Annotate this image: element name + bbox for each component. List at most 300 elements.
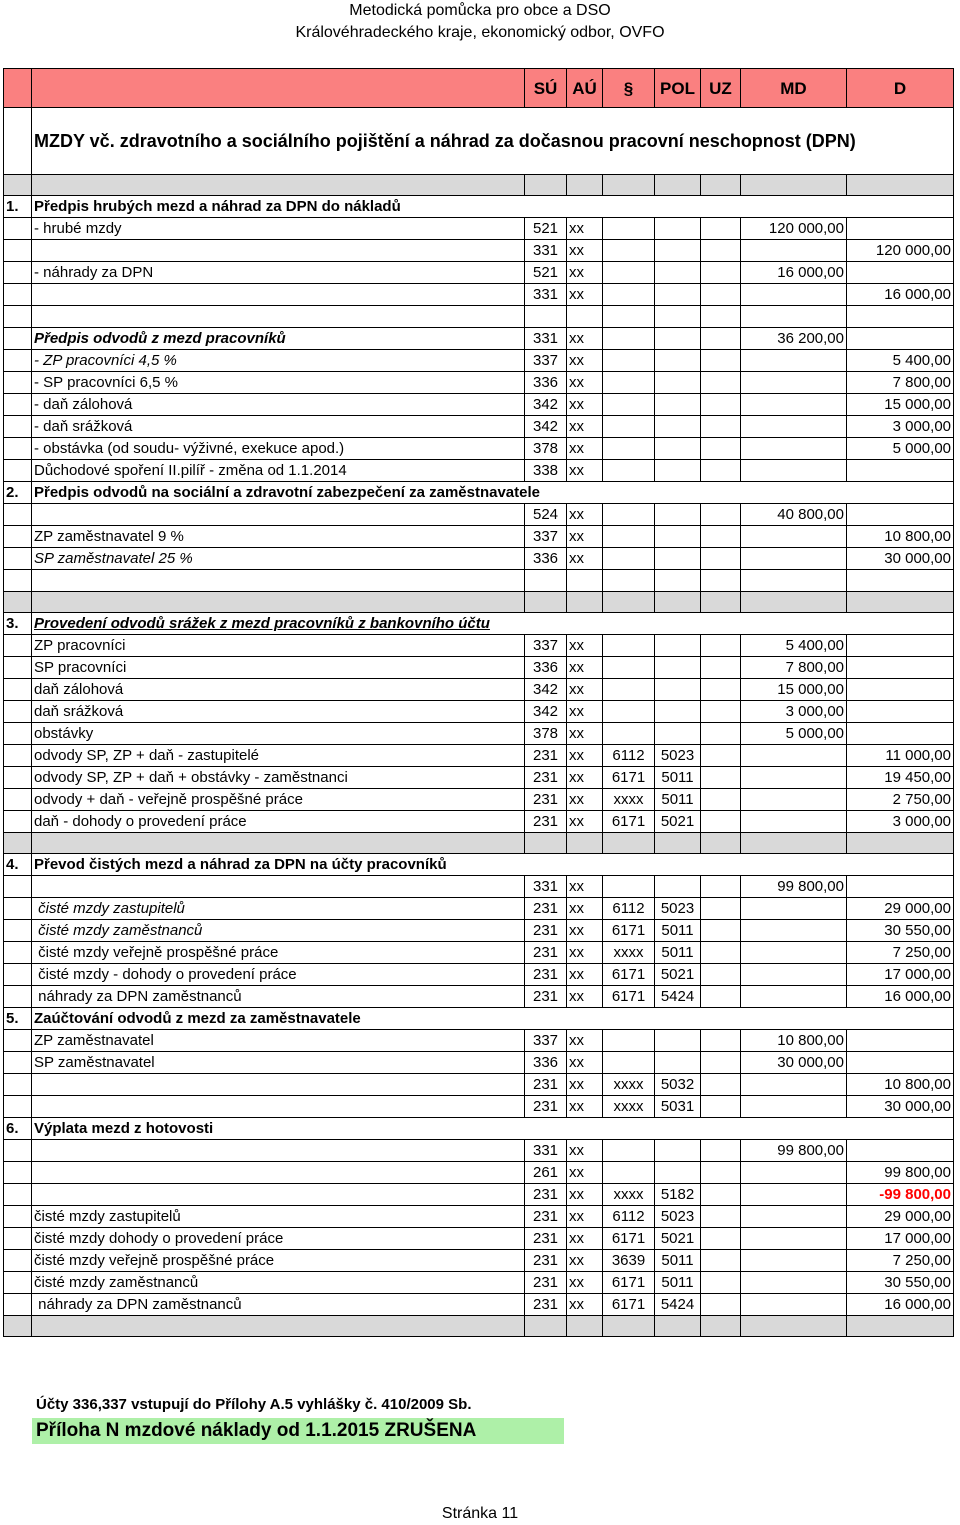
table-row <box>4 811 954 833</box>
cell-au: xx <box>567 526 603 548</box>
cell-uz <box>701 548 741 570</box>
cell-d: 3 000,00 <box>847 811 954 833</box>
cell-au: xx <box>567 920 603 942</box>
cell-au: xx <box>567 1140 603 1162</box>
table-row <box>4 1030 954 1052</box>
cell-d: 11 000,00 <box>847 745 954 767</box>
cell-d: 17 000,00 <box>847 964 954 986</box>
table-row <box>4 745 954 767</box>
cell-su: 231 <box>525 986 567 1008</box>
cell-pol <box>655 350 701 372</box>
row-label <box>32 1140 525 1162</box>
cell-pol <box>655 284 701 306</box>
section-number: 5. <box>4 1008 32 1030</box>
section-number <box>4 262 32 284</box>
cell-pol <box>655 1052 701 1074</box>
cell-uz <box>701 898 741 920</box>
section-number <box>4 1250 32 1272</box>
cell-pol <box>655 372 701 394</box>
section-number <box>4 964 32 986</box>
cell-au: xx <box>567 1096 603 1118</box>
separator-row <box>4 592 954 613</box>
row-label: - ZP pracovníci 4,5 % <box>32 350 525 372</box>
cell-md <box>741 964 847 986</box>
cell-d: 19 450,00 <box>847 767 954 789</box>
table-row <box>4 1272 954 1294</box>
table-row <box>4 372 954 394</box>
cell-uz <box>701 811 741 833</box>
cell-pol <box>655 504 701 526</box>
cell-su: 231 <box>525 811 567 833</box>
section-number <box>4 635 32 657</box>
row-label: Zaúčtování odvodů z mezd za zaměstnavatele <box>32 1008 954 1030</box>
section-number <box>4 701 32 723</box>
cell-md <box>741 548 847 570</box>
cell-d: 16 000,00 <box>847 986 954 1008</box>
section-number <box>4 1162 32 1184</box>
table-row <box>4 986 954 1008</box>
cell-uz <box>701 701 741 723</box>
row-label: SP zaměstnavatel 25 % <box>32 548 525 570</box>
cell-su: 331 <box>525 240 567 262</box>
section-number <box>4 789 32 811</box>
cell-uz <box>701 1228 741 1250</box>
cell-su: 378 <box>525 438 567 460</box>
cell-pol: 5011 <box>655 942 701 964</box>
table-row <box>4 1162 954 1184</box>
cell-uz <box>701 1272 741 1294</box>
cell-uz <box>701 306 741 328</box>
cell-uz <box>701 262 741 284</box>
cell-au: xx <box>567 1206 603 1228</box>
cell-su: 331 <box>525 876 567 898</box>
section-number <box>4 1184 32 1206</box>
cell-md: 10 800,00 <box>741 1030 847 1052</box>
section-number <box>4 372 32 394</box>
table-row <box>4 284 954 306</box>
cell-par: 6171 <box>603 1272 655 1294</box>
cell-su: 231 <box>525 1096 567 1118</box>
cell-par <box>603 306 655 328</box>
cell-d: -99 800,00 <box>847 1184 954 1206</box>
cell-su: 231 <box>525 789 567 811</box>
row-label <box>32 1162 525 1184</box>
cell-pol <box>655 548 701 570</box>
cell-par <box>603 372 655 394</box>
cell-par <box>603 1162 655 1184</box>
cell-par: xxxx <box>603 789 655 811</box>
table-row <box>4 1052 954 1074</box>
cell-d <box>847 657 954 679</box>
row-label <box>32 504 525 526</box>
cell-par: xxxx <box>603 942 655 964</box>
cell-uz <box>701 1162 741 1184</box>
cell-d <box>847 218 954 240</box>
section-number <box>4 1140 32 1162</box>
section-number <box>4 218 32 240</box>
cell-md <box>741 1250 847 1272</box>
cell-md <box>741 1228 847 1250</box>
cell-pol <box>655 876 701 898</box>
cell-d <box>847 460 954 482</box>
section-header-row <box>4 854 954 876</box>
cell-su: 337 <box>525 635 567 657</box>
cell-par: 6171 <box>603 811 655 833</box>
cell-su <box>525 570 567 592</box>
col-d: D <box>847 69 954 108</box>
cell-au: xx <box>567 767 603 789</box>
cell-md <box>741 460 847 482</box>
table-row <box>4 416 954 438</box>
cell-au: xx <box>567 350 603 372</box>
table-row <box>4 240 954 262</box>
cell-pol: 5023 <box>655 1206 701 1228</box>
cell-au: xx <box>567 1250 603 1272</box>
cell-md: 99 800,00 <box>741 1140 847 1162</box>
cell-su: 231 <box>525 920 567 942</box>
cell-pol: 5424 <box>655 986 701 1008</box>
cell-par <box>603 328 655 350</box>
cell-au: xx <box>567 876 603 898</box>
cell-au: xx <box>567 701 603 723</box>
title-row <box>4 108 954 175</box>
cell-pol <box>655 657 701 679</box>
cell-d <box>847 570 954 592</box>
section-number <box>4 1074 32 1096</box>
cell-au: xx <box>567 745 603 767</box>
section-number <box>4 898 32 920</box>
table-row <box>4 701 954 723</box>
cell-d <box>847 306 954 328</box>
cell-d: 16 000,00 <box>847 284 954 306</box>
cell-par <box>603 570 655 592</box>
section-number <box>4 438 32 460</box>
cell-su: 231 <box>525 964 567 986</box>
cell-su: 231 <box>525 1184 567 1206</box>
cell-pol <box>655 416 701 438</box>
row-label: - daň srážková <box>32 416 525 438</box>
cell-uz <box>701 723 741 745</box>
section-number <box>4 723 32 745</box>
row-label: daň - dohody o provedení práce <box>32 811 525 833</box>
cell-d: 30 000,00 <box>847 548 954 570</box>
cell-su: 231 <box>525 942 567 964</box>
row-label <box>32 1074 525 1096</box>
section-number <box>4 1294 32 1316</box>
cell-au: xx <box>567 635 603 657</box>
cell-md <box>741 350 847 372</box>
cell-uz <box>701 372 741 394</box>
table-row <box>4 526 954 548</box>
cell-uz <box>701 416 741 438</box>
cell-md: 5 000,00 <box>741 723 847 745</box>
cell-d: 15 000,00 <box>847 394 954 416</box>
cell-d <box>847 876 954 898</box>
cell-par: 6112 <box>603 1206 655 1228</box>
section-number <box>4 350 32 372</box>
cell-pol: 5011 <box>655 920 701 942</box>
row-label <box>32 1096 525 1118</box>
cell-md: 5 400,00 <box>741 635 847 657</box>
cell-pol: 5182 <box>655 1184 701 1206</box>
cell-au: xx <box>567 460 603 482</box>
cell-md <box>741 1206 847 1228</box>
cell-su: 231 <box>525 1074 567 1096</box>
cell-par: 6171 <box>603 1294 655 1316</box>
cell-pol <box>655 1030 701 1052</box>
cell-d <box>847 504 954 526</box>
cell-su: 342 <box>525 701 567 723</box>
cell-d: 7 800,00 <box>847 372 954 394</box>
cell-su: 336 <box>525 1052 567 1074</box>
cell-uz <box>701 1184 741 1206</box>
cell-pol: 5023 <box>655 898 701 920</box>
table-row <box>4 1206 954 1228</box>
cell-pol: 5011 <box>655 1272 701 1294</box>
cell-par <box>603 876 655 898</box>
table-row <box>4 460 954 482</box>
cell-d <box>847 1052 954 1074</box>
cell-par: xxxx <box>603 1074 655 1096</box>
cell-md <box>741 986 847 1008</box>
cell-su: 337 <box>525 1030 567 1052</box>
cell-md: 99 800,00 <box>741 876 847 898</box>
cell-su: 231 <box>525 1250 567 1272</box>
page-number: Stránka 11 <box>441 1505 519 1522</box>
row-label: obstávky <box>32 723 525 745</box>
table-row <box>4 767 954 789</box>
row-label: čisté mzdy dohody o provedení práce <box>32 1228 525 1250</box>
cell-au: xx <box>567 811 603 833</box>
section-number <box>4 876 32 898</box>
cell-pol <box>655 723 701 745</box>
row-label: - obstávka (od soudu- výživné, exekuce apod.) <box>32 438 525 460</box>
cell-uz <box>701 635 741 657</box>
row-label: čisté mzdy zastupitelů <box>32 898 525 920</box>
cell-par <box>603 635 655 657</box>
section-number <box>4 284 32 306</box>
col-md: MD <box>741 69 847 108</box>
cell-uz <box>701 1250 741 1272</box>
table-row <box>4 657 954 679</box>
cell-uz <box>701 657 741 679</box>
cell-par <box>603 504 655 526</box>
cell-su <box>525 306 567 328</box>
row-label: čisté mzdy - dohody o provedení práce <box>32 964 525 986</box>
table-row <box>4 679 954 701</box>
row-label <box>32 1184 525 1206</box>
cell-uz <box>701 504 741 526</box>
cell-d: 7 250,00 <box>847 942 954 964</box>
cell-au: xx <box>567 218 603 240</box>
cell-su: 231 <box>525 745 567 767</box>
footer-note: Účty 336,337 vstupují do Přílohy A.5 vyhlášky č. 410/2009 Sb. <box>36 1396 472 1413</box>
section-number <box>4 570 32 592</box>
cell-uz <box>701 284 741 306</box>
section-header-row <box>4 482 954 504</box>
row-label: - daň zálohová <box>32 394 525 416</box>
row-label <box>32 284 525 306</box>
cell-par <box>603 1030 655 1052</box>
cell-d: 2 750,00 <box>847 789 954 811</box>
cell-md <box>741 767 847 789</box>
cell-md <box>741 942 847 964</box>
row-label: čisté mzdy zaměstnanců <box>32 920 525 942</box>
col-pol: POL <box>655 69 701 108</box>
row-label: náhrady za DPN zaměstnanců <box>32 986 525 1008</box>
cell-pol: 5424 <box>655 1294 701 1316</box>
cell-uz <box>701 876 741 898</box>
cell-su: 342 <box>525 679 567 701</box>
cell-su: 231 <box>525 898 567 920</box>
table-row <box>4 570 954 592</box>
cell-md: 15 000,00 <box>741 679 847 701</box>
section-number <box>4 920 32 942</box>
cell-par <box>603 262 655 284</box>
cell-uz <box>701 964 741 986</box>
cell-su: 331 <box>525 284 567 306</box>
cell-uz <box>701 767 741 789</box>
cell-uz <box>701 460 741 482</box>
document-header <box>0 0 960 44</box>
col-paragraph: § <box>603 69 655 108</box>
cell-su: 342 <box>525 394 567 416</box>
section-number <box>4 526 32 548</box>
col-au: AÚ <box>567 69 603 108</box>
cell-par <box>603 240 655 262</box>
cell-pol: 5011 <box>655 1250 701 1272</box>
row-label <box>32 306 525 328</box>
cell-d: 30 550,00 <box>847 920 954 942</box>
section-number <box>4 811 32 833</box>
cell-su: 378 <box>525 723 567 745</box>
section-number <box>4 548 32 570</box>
cell-md: 120 000,00 <box>741 218 847 240</box>
cell-par: 6171 <box>603 1228 655 1250</box>
separator-row <box>4 833 954 854</box>
cell-md: 3 000,00 <box>741 701 847 723</box>
cell-d: 10 800,00 <box>847 526 954 548</box>
section-number <box>4 1052 32 1074</box>
cell-par: 6112 <box>603 745 655 767</box>
table-row <box>4 723 954 745</box>
row-label: Důchodové spoření II.pilíř - změna od 1.1.2014 <box>32 460 525 482</box>
cell-uz <box>701 1052 741 1074</box>
cell-au: xx <box>567 504 603 526</box>
row-label: - hrubé mzdy <box>32 218 525 240</box>
cell-pol <box>655 460 701 482</box>
section-number: 4. <box>4 854 32 876</box>
cell-pol <box>655 1162 701 1184</box>
cell-md <box>741 1184 847 1206</box>
table-row <box>4 504 954 526</box>
section-number <box>4 986 32 1008</box>
cell-d <box>847 262 954 284</box>
cell-pol <box>655 218 701 240</box>
cell-md <box>741 789 847 811</box>
row-label: čisté mzdy zastupitelů <box>32 1206 525 1228</box>
cell-su: 521 <box>525 218 567 240</box>
cell-pol: 5031 <box>655 1096 701 1118</box>
cell-au: xx <box>567 964 603 986</box>
cell-au: xx <box>567 438 603 460</box>
table-row <box>4 350 954 372</box>
row-label: Předpis odvodů z mezd pracovníků <box>32 328 525 350</box>
cell-par <box>603 1052 655 1074</box>
row-label: Předpis hrubých mezd a náhrad za DPN do nákladů <box>32 196 954 218</box>
separator-row <box>4 1316 954 1337</box>
cell-md <box>741 438 847 460</box>
cell-par <box>603 284 655 306</box>
section-number <box>4 657 32 679</box>
cell-au: xx <box>567 394 603 416</box>
cell-au: xx <box>567 372 603 394</box>
cell-uz <box>701 942 741 964</box>
cell-md <box>741 1074 847 1096</box>
cell-d: 5 000,00 <box>847 438 954 460</box>
cell-su: 231 <box>525 1228 567 1250</box>
cell-pol <box>655 570 701 592</box>
cell-par <box>603 657 655 679</box>
cell-par <box>603 679 655 701</box>
section-number: 3. <box>4 613 32 635</box>
table-row <box>4 942 954 964</box>
cell-au <box>567 570 603 592</box>
cell-uz <box>701 986 741 1008</box>
cell-pol: 5021 <box>655 964 701 986</box>
cell-par: xxxx <box>603 1096 655 1118</box>
section-number <box>4 745 32 767</box>
cell-uz <box>701 1206 741 1228</box>
cell-d: 99 800,00 <box>847 1162 954 1184</box>
row-label: Převod čistých mezd a náhrad za DPN na účty pracovníků <box>32 854 954 876</box>
cell-au: xx <box>567 1074 603 1096</box>
cell-pol: 5011 <box>655 789 701 811</box>
cell-au: xx <box>567 789 603 811</box>
table-row <box>4 394 954 416</box>
row-label <box>32 876 525 898</box>
cell-su: 524 <box>525 504 567 526</box>
cell-uz <box>701 789 741 811</box>
cell-md <box>741 1272 847 1294</box>
section-number <box>4 240 32 262</box>
table-row <box>4 635 954 657</box>
cell-au: xx <box>567 240 603 262</box>
row-label: - SP pracovníci 6,5 % <box>32 372 525 394</box>
row-label: ZP pracovníci <box>32 635 525 657</box>
row-label: SP pracovníci <box>32 657 525 679</box>
cell-au: xx <box>567 1052 603 1074</box>
cell-au: xx <box>567 1184 603 1206</box>
cell-au: xx <box>567 942 603 964</box>
cell-par <box>603 350 655 372</box>
cell-d <box>847 679 954 701</box>
cell-pol: 5023 <box>655 745 701 767</box>
row-label: odvody + daň - veřejně prospěšné práce <box>32 789 525 811</box>
cell-au: xx <box>567 416 603 438</box>
cell-d: 5 400,00 <box>847 350 954 372</box>
cell-uz <box>701 438 741 460</box>
cell-su: 331 <box>525 1140 567 1162</box>
cell-d: 17 000,00 <box>847 1228 954 1250</box>
cell-par: 6171 <box>603 920 655 942</box>
cell-md: 7 800,00 <box>741 657 847 679</box>
table-row <box>4 1250 954 1272</box>
col-su: SÚ <box>525 69 567 108</box>
section-number <box>4 1096 32 1118</box>
cell-au: xx <box>567 1228 603 1250</box>
notice-banner: Příloha N mzdové náklady od 1.1.2015 ZRUŠENA <box>32 1418 564 1444</box>
